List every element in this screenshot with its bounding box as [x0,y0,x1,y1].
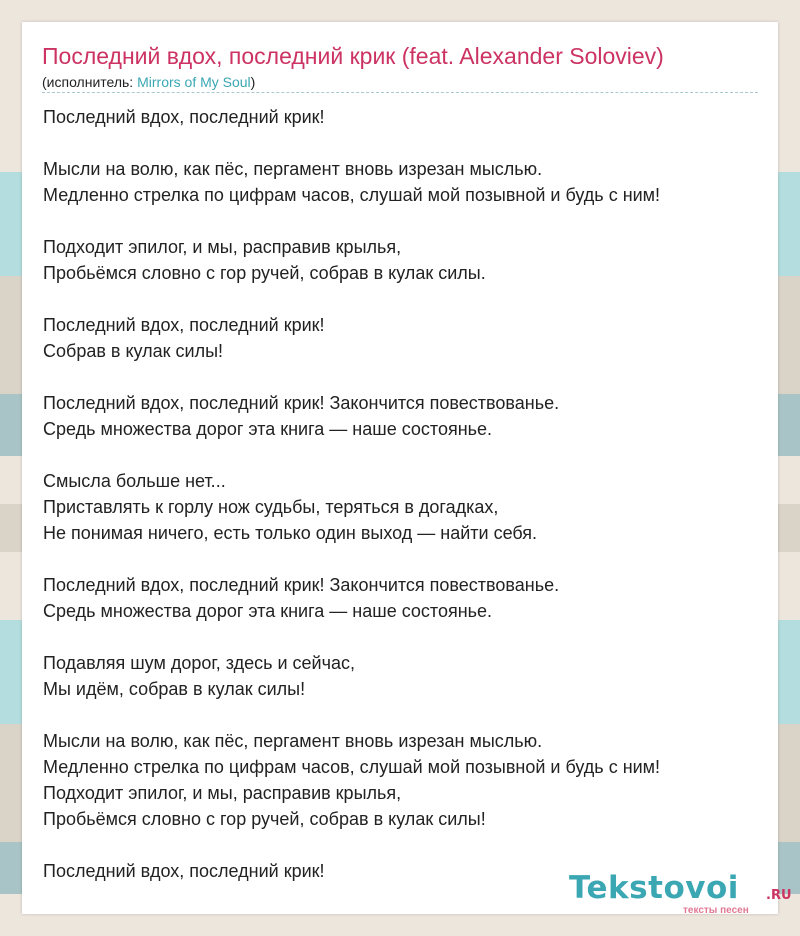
artist-prefix: (исполнитель: [42,74,138,90]
lyrics-line: Последний вдох, последний крик! [43,315,325,335]
lyrics-stanza [43,468,763,546]
lyrics-line: Смысла больше нет... [43,471,226,491]
lyrics-line: Медленно стрелка по цифрам часов, слушай мой позывной и будь с ним! [43,185,661,205]
lyrics-card [22,22,792,916]
title-divider [42,92,758,93]
lyrics-line: Подходит эпилог, и мы, расправив крылья, [43,783,402,803]
lyrics-stanza [43,312,763,364]
lyrics-line: Последний вдох, последний крик! [43,107,325,127]
lyrics-line: Мысли на волю, как пёс, пергамент вновь изрезан мыслью. [43,159,543,179]
lyrics-line: Последний вдох, последний крик! Закончится повествованье. [43,575,560,595]
artist-line [42,73,255,91]
lyrics-stanza [43,390,763,442]
lyrics-line: Пробьёмся словно с гор ручей, собрав в кулак силы. [43,263,486,283]
lyrics-line: Приставлять к горлу нож судьбы, теряться в догадках, [43,497,499,517]
lyrics-stanza [43,234,763,286]
lyrics-line: Собрав в кулак силы! [43,341,224,361]
site-logo[interactable] [569,870,792,916]
lyrics-line: Медленно стрелка по цифрам часов, слушай мой позывной и будь с ним! [43,757,661,777]
lyrics-line: Не понимая ничего, есть только один выход — найти себя. [43,523,538,543]
lyrics-line: Мы идём, собрав в кулак силы! [43,679,306,699]
lyrics-line: Средь множества дорог эта книга — наше состоянье. [43,419,493,439]
lyrics-line: Мысли на волю, как пёс, пергамент вновь изрезан мыслью. [43,731,543,751]
lyrics-line: Подавляя шум дорог, здесь и сейчас, [43,653,355,673]
artist-link[interactable]: Mirrors of My Soul [137,74,251,90]
lyrics-line: Последний вдох, последний крик! [43,861,325,881]
logo-tld: .RU [766,888,792,903]
lyrics-line: Пробьёмся словно с гор ручей, собрав в кулак силы! [43,809,486,829]
lyrics-stanza [43,650,763,702]
lyrics-stanza [43,728,763,832]
lyrics-line: Подходит эпилог, и мы, расправив крылья, [43,237,402,257]
lyrics-text [43,104,763,910]
logo-name: Tekstovoi [569,870,739,906]
lyrics-line: Средь множества дорог эта книга — наше состоянье. [43,601,493,621]
artist-suffix: ) [250,74,256,90]
lyrics-stanza [43,572,763,624]
song-title: Последний вдох, последний крик (feat. Alexander Soloviev) [42,43,664,69]
logo-tagline: тексты песен [683,905,749,916]
lyrics-stanza [43,104,763,130]
lyrics-stanza [43,156,763,208]
lyrics-line: Последний вдох, последний крик! Закончится повествованье. [43,393,560,413]
